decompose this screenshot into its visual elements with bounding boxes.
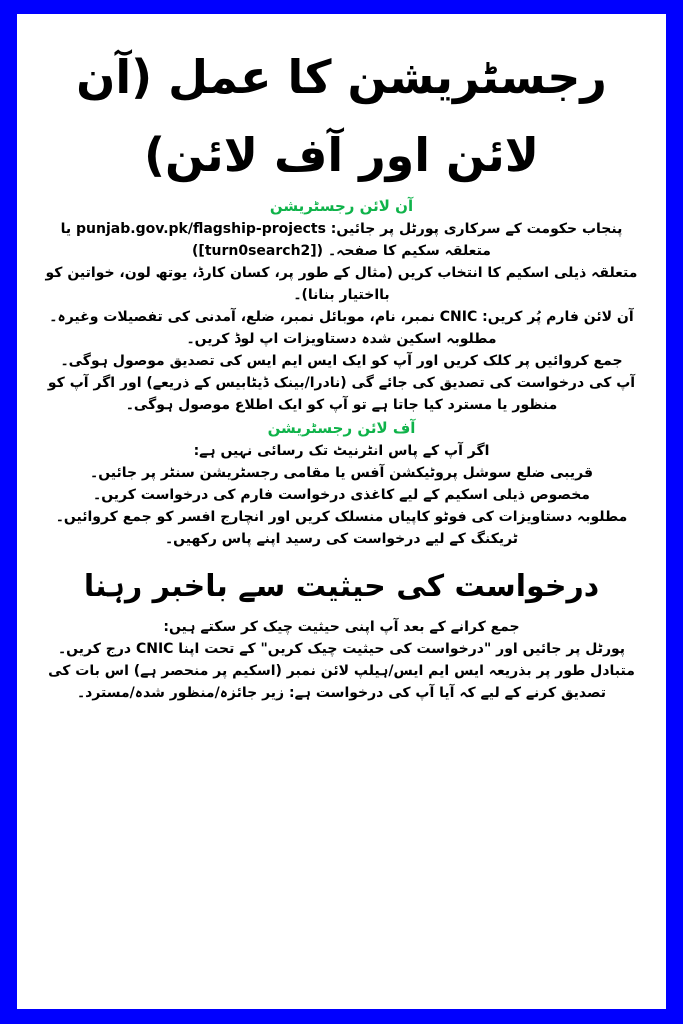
status-tracking-heading: درخواست کی حیثیت سے باخبر رہنا [83, 569, 600, 604]
document-content [17, 38, 666, 704]
online-step-3: آن لائن فارم پُر کریں: CNIC نمبر، نام، موبائل نمبر، ضلع، آمدنی کی تفصیلات وغیرہ۔ [49, 309, 634, 325]
online-step-2: متعلقہ ذیلی اسکیم کا انتخاب کریں (مثال کے طور پر، کسان کارڈ، یوتھ لون، خواتین کو بااختیار بنانا)۔ [45, 265, 638, 303]
online-step-6: آپ کی درخواست کی تصدیق کی جائے گی (نادرا/بینک ڈیٹابیس کے ذریعے) اور اگر آپ کو منظور یا مسترد کیا جاتا ہے تو آپ کو ایک اطلاع موصول ہوگی۔ [47, 375, 636, 413]
online-step-1: پنجاب حکومت کے سرکاری پورٹل پر جائیں: punjab.gov.pk/flagship-projects یا متعلقہ سکیم کا صفحہ۔ ([turn0search2]) [60, 221, 623, 259]
offline-step-1: قریبی ضلع سوشل پروٹیکشن آفس یا مقامی رجسٹریشن سنٹر پر جائیں۔ [89, 465, 593, 481]
status-step-1: پورٹل پر جائیں اور "درخواست کی حیثیت چیک کریں" کے تحت اپنا CNIC درج کریں۔ [57, 641, 626, 657]
offline-step-2: مخصوص ذیلی اسکیم کے لیے کاغذی درخواست فارم کی درخواست کریں۔ [93, 487, 590, 503]
status-intro: جمع کرانے کے بعد آپ اپنی حیثیت چیک کر سکتے ہیں: [163, 619, 520, 635]
online-step-5: جمع کروائیں پر کلک کریں اور آپ کو ایک ایس ایم ایس کی تصدیق موصول ہوگی۔ [60, 353, 623, 369]
page-title: رجسٹریشن کا عمل (آن لائن اور آف لائن) [76, 50, 607, 182]
online-step-4: مطلوبہ اسکین شدہ دستاویزات اپ لوڈ کریں۔ [186, 331, 497, 347]
document-page [17, 14, 666, 1009]
offline-intro: اگر آپ کے پاس انٹرنیٹ تک رسائی نہیں ہے: [193, 443, 490, 459]
offline-step-3: مطلوبہ دستاویزات کی فوٹو کاپیاں منسلک کریں اور انچارج افسر کو جمع کروائیں۔ [55, 509, 628, 525]
offline-registration-heading: آف لائن رجسٹریشن [267, 419, 416, 437]
status-step-2: متبادل طور پر بذریعہ ایس ایم ایس/ہیلپ لائن نمبر (اسکیم پر منحصر ہے) اس بات کی تصدیق کرنے کے لیے کہ آیا آپ کی درخواست ہے: زیر جائزہ/منظور شدہ/مسترد۔ [48, 663, 635, 701]
online-registration-heading: آن لائن رجسٹریشن [269, 197, 414, 215]
offline-step-4: ٹریکنگ کے لیے درخواست کی رسید اپنے پاس رکھیں۔ [164, 531, 519, 547]
